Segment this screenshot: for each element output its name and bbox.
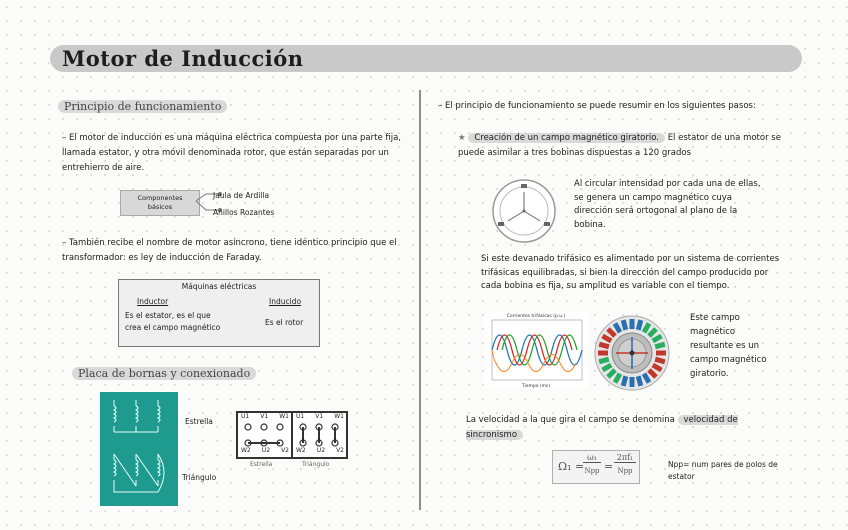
col-inducido-text: Es el rotor xyxy=(265,318,304,327)
maquinas-table xyxy=(118,279,320,347)
terminal-board-estrella xyxy=(236,411,293,459)
npp-definition: Npp= num pares de polos de estator xyxy=(668,460,778,481)
term-u1: U1 xyxy=(296,413,305,420)
term-w1: W1 xyxy=(279,413,289,420)
formula-den2: Npp xyxy=(617,467,633,475)
caption-estrella: Estrella xyxy=(250,461,273,468)
stator-slot xyxy=(598,351,608,356)
winding-diagram xyxy=(100,392,178,506)
paragraph-asincrono: – También recibe el nombre de motor asíncrono, tiene idéntico principio que el transformador: es ley de inducción de Faraday. xyxy=(62,238,397,263)
paragraph-intensidad: Al circular intensidad por cada una de ellas, se genera un campo magnético cuya dirección será ortogonal al plano de la bobina. xyxy=(574,179,761,230)
section-principio-label: Principio de funcionamiento xyxy=(58,100,227,113)
formula-num2: 2πf₁ xyxy=(614,453,636,463)
col-inductor-head: Inductor xyxy=(137,297,169,306)
col-inductor-text: Es el estator, es el que crea el campo magnético xyxy=(125,311,221,332)
paragraph-trifasico: Si este devanado trifásico es alimentado por un sistema de corrientes trifásicas equilibradas, si bien la dirección del campo producido por cada bobina es fija, su amplitud es variable con el tiempo. xyxy=(481,254,780,291)
stator-coils-diagram xyxy=(490,178,558,244)
terminal-estrella-top xyxy=(241,413,289,420)
graph-xlabel: Tiempo (ms) xyxy=(521,384,551,389)
star-highlight: Creación de un campo magnético giratorio. xyxy=(468,133,665,143)
velocidad-highlight: velocidad de sincronismo xyxy=(466,415,738,440)
terminal-board-triangulo xyxy=(291,411,348,459)
graph-title: Corrientes trifásicas (p.u.) xyxy=(506,314,566,319)
three-phase-graph xyxy=(484,311,588,389)
page-title: Motor de Inducción xyxy=(62,46,304,71)
section-principio xyxy=(58,100,227,113)
section-placa-label: Placa de bornas y conexionado xyxy=(72,367,256,380)
terminal-triangulo-bottom xyxy=(296,447,344,454)
term-u2: U2 xyxy=(261,447,271,454)
term-w1: W1 xyxy=(334,413,344,420)
term-v1: V1 xyxy=(315,413,324,420)
formula-num1: ω₁ xyxy=(583,453,601,463)
star-rest: El estator de una motor se puede asimilar a tres bobinas dispuestas a 120 grados xyxy=(458,133,781,158)
caption-triangulo: Triángulo xyxy=(302,461,330,468)
term-v2: V2 xyxy=(336,447,344,454)
paragraph-resultante: Este campo magnético resultante es un campo magnético giratorio. xyxy=(690,313,767,379)
col-inducido-head: Inducido xyxy=(269,297,302,306)
stator-slot xyxy=(630,377,635,387)
formula-eq: = xyxy=(604,460,614,473)
term-w2: W2 xyxy=(241,447,251,454)
formula-lhs: Ω₁ = xyxy=(558,460,585,473)
stator-slot xyxy=(630,319,635,329)
term-w2: W2 xyxy=(296,447,306,454)
label-estrella: Estrella xyxy=(185,417,213,426)
term-u1: U1 xyxy=(241,413,250,420)
paragraph-campo-giratorio xyxy=(458,131,798,161)
term-v2: V2 xyxy=(281,447,289,454)
paragraph-resumen: – El principio de funcionamiento se puede resumir en los siguientes pasos: xyxy=(438,101,756,111)
comp-jaula: Jaula de Ardilla xyxy=(213,191,270,200)
table-title: Máquinas eléctricas xyxy=(181,282,257,291)
paragraph-velocidad xyxy=(466,413,796,443)
formula-box xyxy=(552,450,640,484)
terminal-triangulo-top xyxy=(296,413,344,420)
formula-den1: Npp xyxy=(584,467,600,475)
velocidad-text: La velocidad a la que gira el campo se denomina xyxy=(466,415,675,425)
section-placa xyxy=(72,367,256,380)
terminal-estrella-bottom xyxy=(241,447,289,454)
comp-anillos: Anillos Rozantes xyxy=(213,208,275,217)
term-u2: U2 xyxy=(316,447,326,454)
rotating-field-diagram xyxy=(594,315,670,391)
componentes-box: Componentes básicos xyxy=(120,190,200,216)
paragraph-motor-definicion: – El motor de inducción es una máquina eléctrica compuesta por una parte fija, llamada estator, y otra móvil denominada rotor, que están separadas por un entrehierro de aire. xyxy=(62,133,401,173)
term-v1: V1 xyxy=(260,413,269,420)
star-icon: ★ xyxy=(458,133,466,143)
column-divider xyxy=(419,90,421,510)
label-triangulo: Triángulo xyxy=(182,473,217,482)
stator-slot xyxy=(656,351,666,356)
